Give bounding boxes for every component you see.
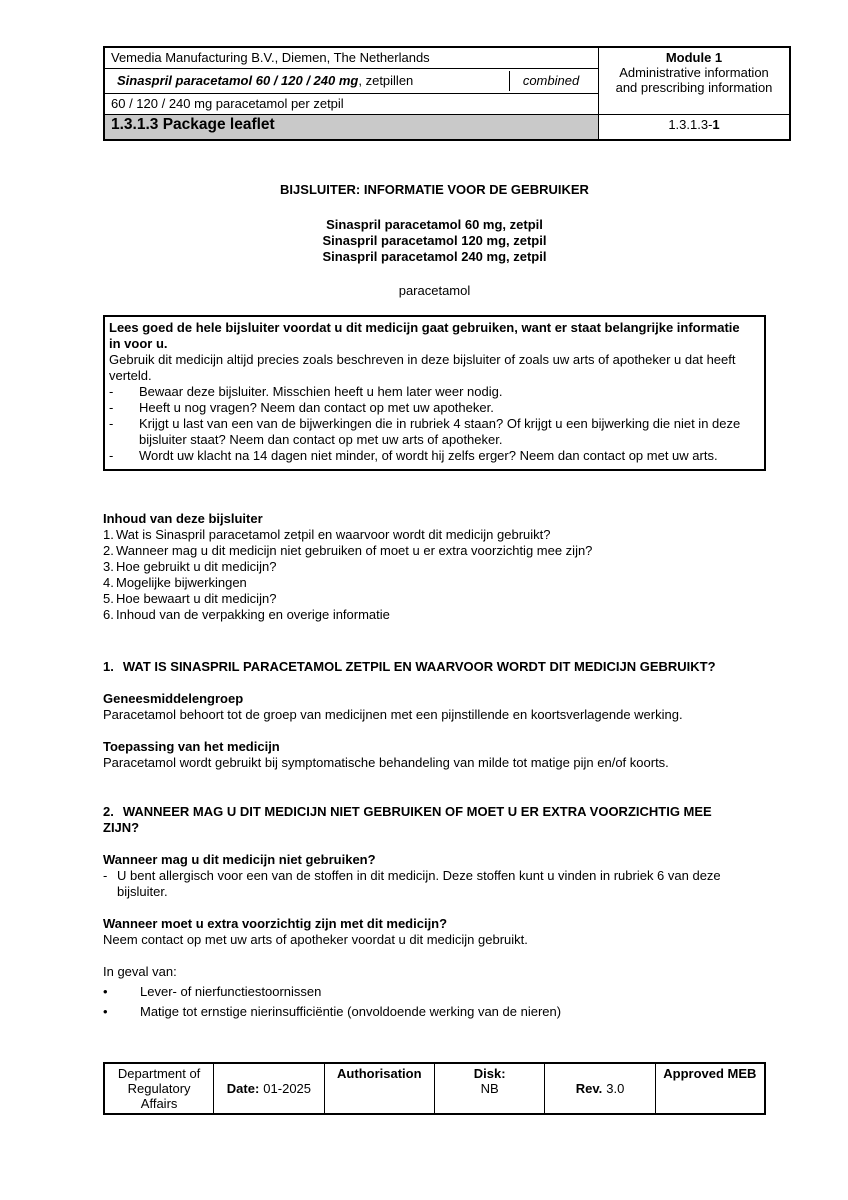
section1-sub1-heading: Geneesmiddelengroep xyxy=(103,691,244,706)
module-title: Module 1 xyxy=(665,50,723,65)
section2-number: 2. xyxy=(103,804,114,819)
footer-disk-value: NB xyxy=(480,1081,499,1096)
toc-item-number: 6. xyxy=(103,607,114,622)
warning-item xyxy=(109,448,752,464)
footer-department xyxy=(104,1063,214,1114)
toc-item xyxy=(103,527,766,543)
header-row-company xyxy=(104,47,790,69)
footer-rev-label: Rev. xyxy=(575,1081,603,1096)
warning-item-text: Bewaar deze bijsluiter. Misschien heeft u hem later weer nodig. xyxy=(139,384,503,399)
product-120mg: Sinaspril paracetamol 120 mg, zetpil xyxy=(322,233,547,248)
warning-item-text: Krijgt u last van een van de bijwerkingen die in rubriek 4 staan? Of krijgt u een bijwerking die niet in deze bijsluiter staat? Neem dan contact op met uw arts of apotheker. xyxy=(139,416,741,447)
section1-heading xyxy=(103,659,744,675)
page-ref-number: 1 xyxy=(712,117,720,132)
footer-department-line2: Regulatory Affairs xyxy=(127,1081,191,1111)
company-name: Vemedia Manufacturing B.V., Diemen, The Netherlands xyxy=(104,47,599,69)
section2-heading-text: WANNEER MAG U DIT MEDICIJN NIET GEBRUIKEN OF MOET U ER EXTRA VOORZICHTIG MEE ZIJN? xyxy=(103,804,712,835)
page-content xyxy=(103,46,773,1115)
toc-item-text: Hoe gebruikt u dit medicijn? xyxy=(116,559,277,574)
section1-number: 1. xyxy=(103,659,114,674)
header-row-section xyxy=(104,115,790,141)
toc-item xyxy=(103,559,766,575)
module-line2: and prescribing information xyxy=(615,80,773,95)
toc-item-text: Mogelijke bijwerkingen xyxy=(116,575,247,590)
incase-item xyxy=(103,1004,766,1020)
page-reference xyxy=(599,115,791,141)
module-line1: Administrative information xyxy=(619,65,769,80)
footer-authorisation: Authorisation xyxy=(324,1063,434,1114)
section2-sub1-heading: Wanneer mag u dit medicijn niet gebruiken? xyxy=(103,852,376,867)
contraindication-item xyxy=(103,868,766,900)
strength-line: 60 / 120 / 240 mg paracetamol per zetpil xyxy=(104,94,599,115)
bullet-marker: • xyxy=(103,1004,108,1019)
section2-sub2-heading: Wanneer moet u extra voorzichtig zijn met dit medicijn? xyxy=(103,916,448,931)
warning-item-text: Heeft u nog vragen? Neem dan contact op met uw apotheker. xyxy=(139,400,494,415)
toc-item xyxy=(103,575,766,591)
toc-item-number: 1. xyxy=(103,527,114,542)
header-table xyxy=(103,46,791,141)
contraindication-text: U bent allergisch voor een van de stoffen in dit medicijn. Deze stoffen kunt u vinden in rubriek 6 van deze bijsluiter. xyxy=(117,868,721,899)
footer-rev-value: 3.0 xyxy=(606,1081,625,1096)
toc-item-number: 3. xyxy=(103,559,114,574)
footer-department-line1: Department of xyxy=(117,1066,201,1081)
footer-approved: Approved MEB xyxy=(655,1063,765,1114)
section2-heading xyxy=(103,804,744,836)
toc-item-text: Wanneer mag u dit medicijn niet gebruiken of moet u er extra voorzichtig mee zijn? xyxy=(116,543,593,558)
module-info-cell xyxy=(599,47,791,115)
incase-item xyxy=(103,984,766,1000)
toc-item-text: Inhoud van de verpakking en overige informatie xyxy=(116,607,390,622)
product-title-suffix: , zetpillen xyxy=(358,73,414,88)
incase-label: In geval van: xyxy=(103,964,177,979)
footer-revision xyxy=(545,1063,655,1114)
warning-box xyxy=(103,315,766,471)
footer-disk-label: Disk: xyxy=(473,1066,506,1081)
section-label: 1.3.1.3 Package leaflet xyxy=(104,115,599,141)
footer-disk xyxy=(434,1063,544,1114)
dash-marker: - xyxy=(103,868,108,883)
section1-sub2-heading: Toepassing van het medicijn xyxy=(103,739,280,754)
toc-item-number: 5. xyxy=(103,591,114,606)
toc-item xyxy=(103,543,766,559)
product-240mg: Sinaspril paracetamol 240 mg, zetpil xyxy=(322,249,547,264)
warning-bold-intro: Lees goed de hele bijsluiter voordat u dit medicijn gaat gebruiken, want er staat belangrijke informatie in voor u. xyxy=(109,320,740,351)
dash-marker: - xyxy=(109,416,114,431)
section1-sub2-text: Paracetamol wordt gebruikt bij symptomatische behandeling van milde tot matige pijn en/of koorts. xyxy=(103,755,669,770)
warning-item xyxy=(109,416,752,448)
product-title xyxy=(111,71,509,91)
section2-sub2-text: Neem contact op met uw arts of apotheker voordat u dit medicijn gebruikt. xyxy=(103,932,528,947)
incase-item-text: Matige tot ernstige nierinsufficiëntie (onvoldoende werking van de nieren) xyxy=(140,1004,562,1019)
dash-marker: - xyxy=(109,384,114,399)
footer-date xyxy=(214,1063,324,1114)
dash-marker: - xyxy=(109,448,114,463)
section1-sub1-text: Paracetamol behoort tot de groep van medicijnen met een pijnstillende en koortsverlagende werking. xyxy=(103,707,683,722)
incase-item-text: Lever- of nierfunctiestoornissen xyxy=(140,984,322,999)
toc xyxy=(103,511,766,623)
warning-item xyxy=(109,400,752,416)
combined-label: combined xyxy=(509,71,592,91)
toc-item-number: 2. xyxy=(103,543,114,558)
page-ref-prefix: 1.3.1.3- xyxy=(668,117,713,132)
footer-date-value: 01-2025 xyxy=(263,1081,312,1096)
toc-heading: Inhoud van deze bijsluiter xyxy=(103,511,263,526)
footer-table xyxy=(103,1062,766,1115)
active-ingredient: paracetamol xyxy=(398,283,471,298)
footer-row xyxy=(104,1063,765,1114)
toc-item-text: Wat is Sinaspril paracetamol zetpil en waarvoor wordt dit medicijn gebruikt? xyxy=(116,527,551,542)
warning-intro: Gebruik dit medicijn altijd precies zoals beschreven in deze bijsluiter of zoals uw arts of apotheker u dat heeft verteld. xyxy=(109,352,736,383)
toc-item xyxy=(103,607,766,623)
toc-item-number: 4. xyxy=(103,575,114,590)
warning-item xyxy=(109,384,752,400)
toc-item xyxy=(103,591,766,607)
toc-item-text: Hoe bewaart u dit medicijn? xyxy=(116,591,277,606)
bullet-marker: • xyxy=(103,984,108,999)
product-list xyxy=(103,217,766,265)
product-title-bold: Sinaspril paracetamol 60 / 120 / 240 mg xyxy=(117,73,359,88)
footer-date-label: Date: xyxy=(226,1081,260,1096)
warning-item-text: Wordt uw klacht na 14 dagen niet minder, of wordt hij zelfs erger? Neem dan contact op met uw arts. xyxy=(139,448,718,463)
product-cell-wrap xyxy=(104,69,599,94)
product-60mg: Sinaspril paracetamol 60 mg, zetpil xyxy=(326,217,543,232)
dash-marker: - xyxy=(109,400,114,415)
document-title: BIJSLUITER: INFORMATIE VOOR DE GEBRUIKER xyxy=(280,182,589,197)
section1-heading-text: WAT IS SINASPRIL PARACETAMOL ZETPIL EN WAARVOOR WORDT DIT MEDICIJN GEBRUIKT? xyxy=(122,659,716,674)
